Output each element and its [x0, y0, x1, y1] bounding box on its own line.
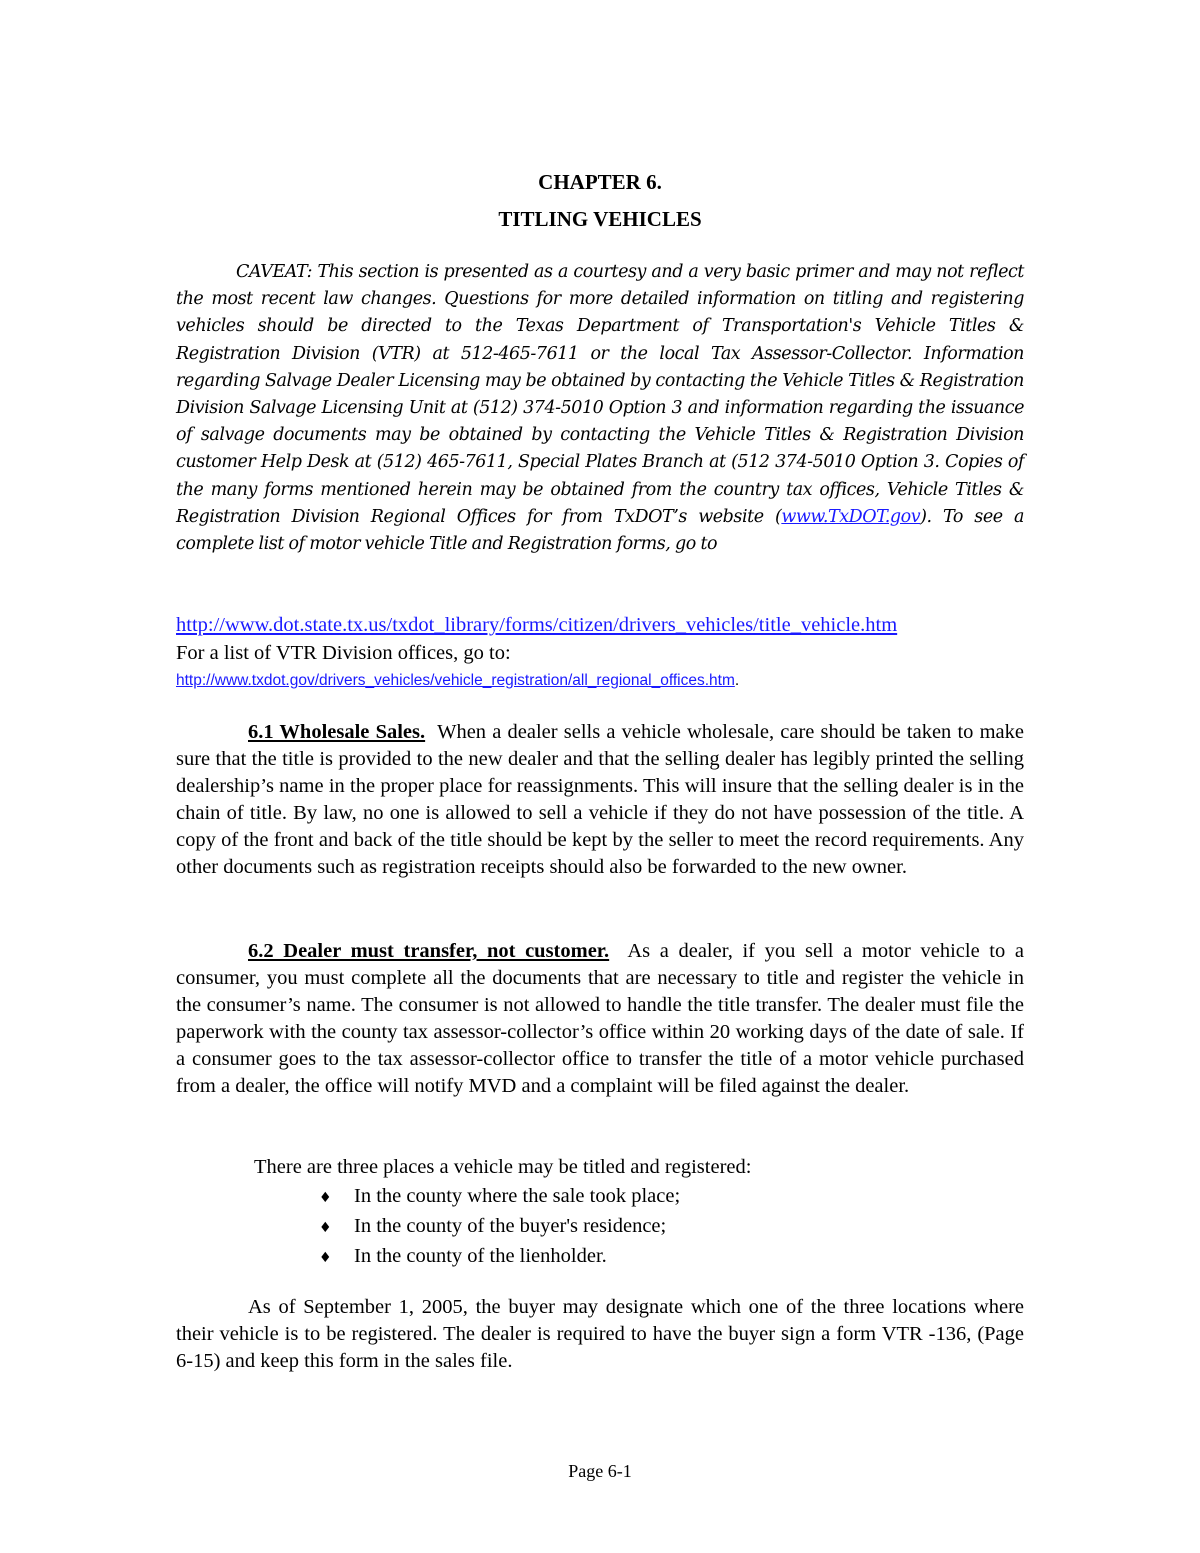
section-6-1-heading: 6.1 Wholesale Sales.	[248, 721, 426, 743]
list-item: ♦ In the county where the sale took place;	[319, 1182, 680, 1212]
vtr-offices-line	[176, 669, 739, 693]
page-number: Page 6-1	[568, 1461, 632, 1481]
caveat-text: CAVEAT: This section is presented as a courtesy and a very basic primer and may not reflect the most recent law changes. Questions for more detailed information on titling and registering vehicles should be directed to the Texas Department of Transportation's Vehicle Titles & Registration Division (VTR) at 512-465-7611 or the local Tax Assessor-Collector. Information regarding Salvage Dealer Licensing may be obtained by contacting the Vehicle Titles & Registration Division Salvage Licensing Unit at (512) 374-5010 Option 3 and information regarding the issuance of salvage documents may be obtained by contacting the Vehicle Titles & Registration Division customer Help Desk at (512) 465-7611, Special Plates Branch at (512 374-5010 Option 3. Copies of the many forms mentioned herein may be obtained from the country tax offices, Vehicle Titles & Registration Division Regional Offices for from TxDOT’s website (	[176, 262, 1024, 527]
section-6-1-body: When a dealer sells a vehicle wholesale, care should be taken to make sure that the title is provided to the new dealer and that the selling dealer has legibly printed the selling dealership’s name in the proper place for reassignments. This will insure that the selling dealer is in the chain of title. By law, no one is allowed to sell a vehicle if they do not have possession of the title. A copy of the front and back of the title should be kept by the seller to meet the record requirements. Any other documents such as registration receipts should also be forwarded to the new owner.	[176, 721, 1024, 878]
caveat-paragraph	[176, 259, 1024, 558]
vtr-offices-period: .	[734, 672, 740, 689]
list-item: ♦ In the county of the buyer's residence;	[319, 1212, 680, 1242]
chapter-number: CHAPTER 6.	[538, 170, 662, 194]
caveat-text-end: ). To see a complete list of motor vehicle Title and Registration forms, go to	[176, 506, 1024, 555]
diamond-bullet-icon: ♦	[319, 1190, 332, 1206]
vtr-offices-link[interactable]: http://www.txdot.gov/drivers_vehicles/vehicle_registration/all_regional_offices.htm	[176, 672, 735, 689]
list-item: ♦ In the county of the lienholder.	[319, 1242, 680, 1272]
vtr-offices-label: For a list of VTR Division offices, go to:	[176, 642, 511, 664]
chapter-title: TITLING VEHICLES	[498, 207, 702, 231]
september-text: As of September 1, 2005, the buyer may designate which one of the three locations where their vehicle is to be registered. The dealer is required to have the buyer sign a form VTR -136, (Page 6-15) and keep this form in the sales file.	[176, 1296, 1024, 1372]
september-paragraph	[176, 1294, 1024, 1375]
forms-list-link[interactable]: http://www.dot.state.tx.us/txdot_library/forms/citizen/drivers_vehicles/title_vehicle.htm	[176, 614, 898, 636]
section-6-2-heading: 6.2 Dealer must transfer, not customer.	[248, 940, 610, 962]
section-6-1-paragraph	[176, 719, 1024, 881]
section-6-2-paragraph	[176, 938, 1024, 1100]
diamond-bullet-icon: ♦	[319, 1250, 332, 1266]
places-intro: There are three places a vehicle may be titled and registered:	[254, 1156, 752, 1178]
section-6-2-body: As a dealer, if you sell a motor vehicle to a consumer, you must complete all the documents that are necessary to title and register the vehicle in the consumer’s name. The consumer is not allowed to handle the title transfer. The dealer must file the paperwork with the county tax assessor-collector’s office within 20 working days of the date of sale. If a consumer goes to the tax assessor-collector office to transfer the title of a motor vehicle purchased from a dealer, the office will notify MVD and a complaint will be filed against the dealer.	[176, 940, 1024, 1097]
txdot-website-link[interactable]: www.TxDOT.gov	[781, 506, 921, 527]
diamond-bullet-icon: ♦	[319, 1220, 332, 1236]
places-list	[319, 1182, 680, 1272]
